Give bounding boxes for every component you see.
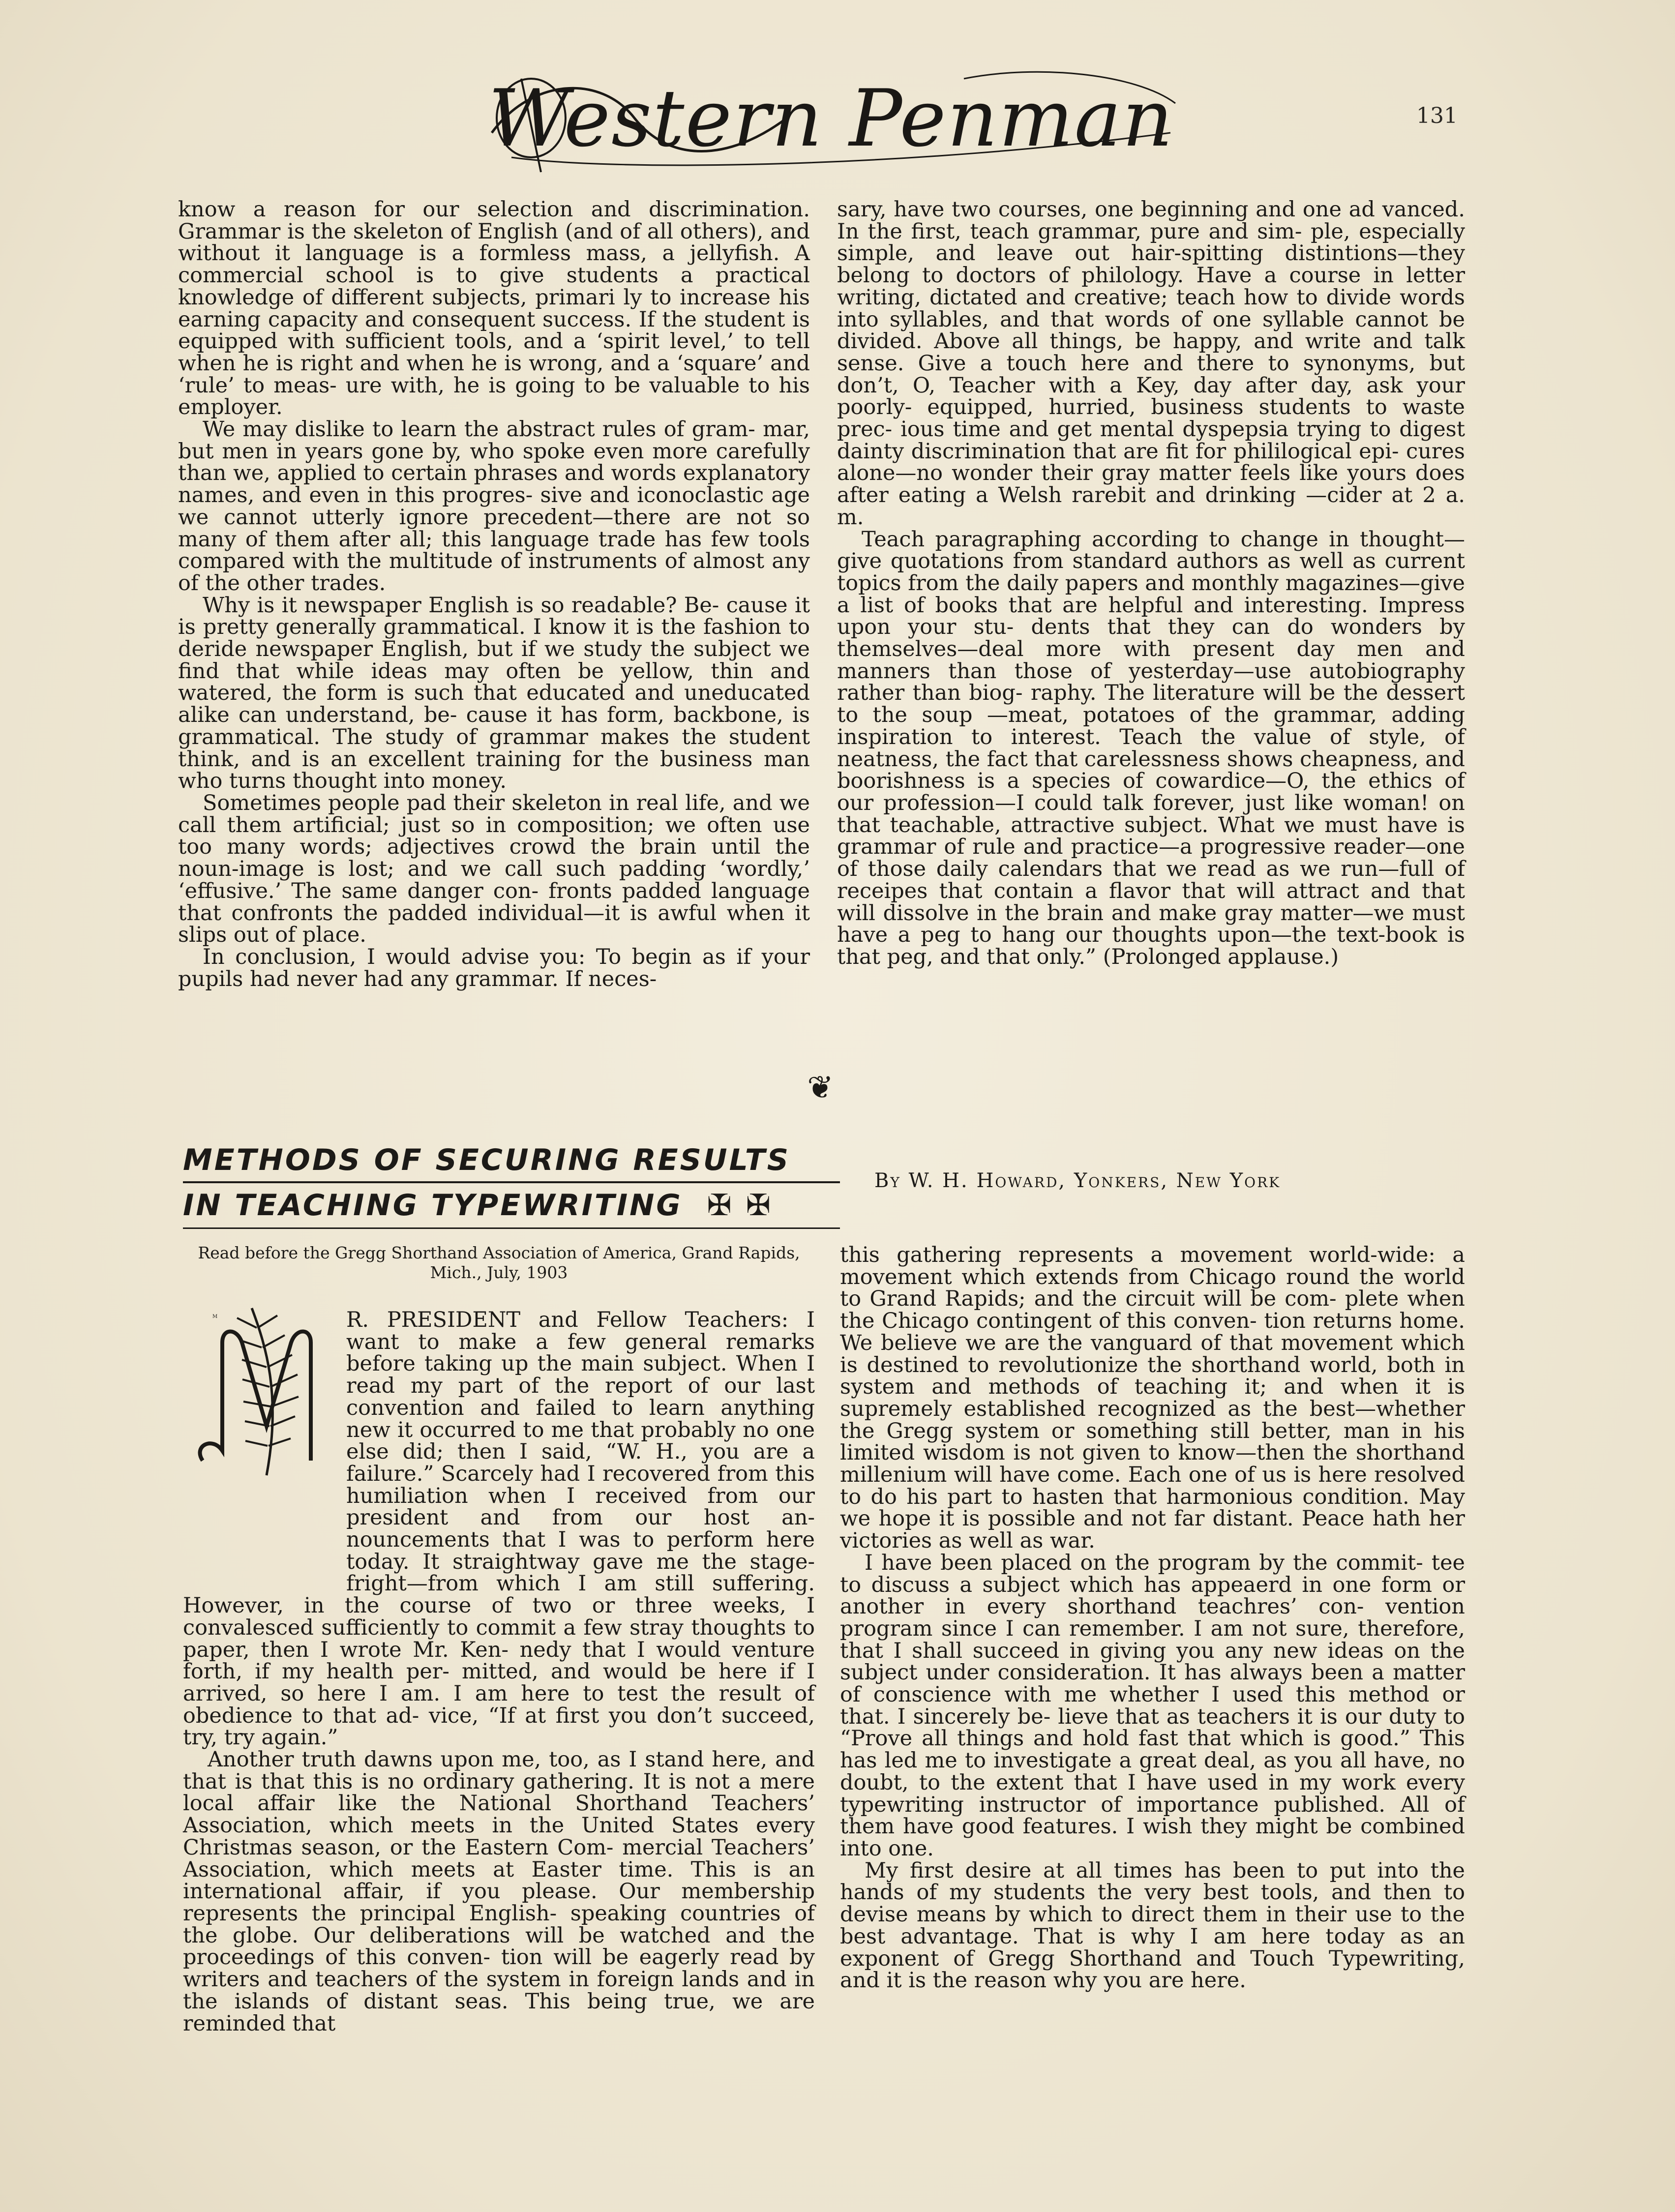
upper-left-column xyxy=(178,199,810,1035)
article-byline: By W. H. Howard, Yonkers, New York xyxy=(874,1169,1281,1192)
paragraph: I have been placed on the program by the commit- tee to discuss a subject which has appeaerd in one form or another in every shorthand teachres’ con- vention program since I can remember. I am not sure, therefore, that I shall succeed in giving you any new ideas on the subject under consideration. It has always been a matter of conscience with me whether I used this method or that. I sincerely be- lieve that as teachers it is our duty to “Prove all things and hold fast that which is good.” This has led me to investigate a great deal, as you all have, no doubt, to the extent that I have used in my work every typewriting instructor of importance published. All of them have good features. I wish they might be combined into one. xyxy=(840,1550,1465,1861)
paragraph: know a reason for our selection and discrimination. Grammar is the skeleton of English (and of all others), and without it language is a formless mass, a jellyfish. A commercial school is to give students a practical knowledge of different subjects, primari ly to increase his earning capacity and consequent success. If the student is equipped with sufficient tools, and a ‘spirit level,’ to tell when he is right and when he is wrong, and a ‘square’ and ‘rule’ to meas- ure with, he is going to be valuable to his employer. xyxy=(178,197,810,420)
masthead xyxy=(472,59,1190,177)
title-line-2-text: IN TEACHING TYPEWRITING xyxy=(183,1188,683,1223)
title-divider xyxy=(183,1181,840,1183)
paragraph: Sometimes people pad their skeleton in real life, and we call them artificial; just so in composition; we often use too many words; adjectives crowd the brain until the noun-image is lost; and we call such padding ‘wordly,’ ‘effusive.’ The same danger con- fronts padded language that confronts the padded individual—it is awful when it slips out of place. xyxy=(178,790,810,948)
paragraph: sary, have two courses, one beginning and one ad vanced. In the first, teach grammar, pure and sim- ple, especially simple, and leave out hair-spitting distintions—they belong to doctors of philology. Have a course in letter writing, dictated and creative; teach how to divide words into syllables, and that words of one syllable cannot be divided. Above all things, be happy, and write and talk sense. Give a touch here and there to synonyms, but don’t, O, Teacher with a Key, day after day, ask your poorly- equipped, hurried, business students to waste prec- ious time and get mental dyspepsia trying to digest dainty discrimination that are fit for phililogical epi- cures alone—no wonder their gray matter feels like yours does after eating a Welsh rarebit and drinking —cider at 2 a. m. xyxy=(837,197,1465,530)
read-before-note: Read before the Gregg Shorthand Association of America, Grand Rapids, Mich., July, 1903 xyxy=(198,1243,800,1282)
article-title xyxy=(183,1141,847,1227)
title-line-2 xyxy=(183,1186,847,1225)
paragraph: Teach paragraphing according to change in thought—give quotations from standard authors as well as current topics from the daily papers and monthly magazines—give a list of books that are helpful and interesting. Impress upon your stu- dents that they can do wonders by themselves—deal more with present day men and manners than those of yesterday—use autobiography rather than biog- raphy. The literature will be the dessert to the soup —meat, potatoes of the grammar, adding inspiration to interest. Teach the value of style, of neatness, the fact that carelessness shows cheapness, and boorishness is a species of cowardice—O, the ethics of our profession—I could talk forever, just like woman! on that teachable, attractive subject. What we must have is grammar of rule and practice—a progressive reader—one of those daily calendars that we read as we run—full of receipes that contain a flavor that will attract and that will dissolve in the brain and make gray matter—we must have a peg to hang our thoughts upon—the text-book is that peg, and that only.” (Prolonged applause.) xyxy=(837,527,1465,969)
paragraph: In conclusion, I would advise you: To begin as if your pupils had never had any grammar. If neces- xyxy=(178,944,810,991)
paragraph: R. PRESIDENT and Fellow Teachers: I want to make a few general remarks before taking up the main subject. When I read my part of the report of our last convention and failed to learn anything new it occurred to me that probably no one else did; then I said, “W. H., you are a failure.” Scarcely had I recovered from this humiliation when I received from our president and from our host an- nouncements that I was to perform here today. It straightway gave me the stage-fright—from which I am still suffering. However, in the course of two or three weeks, I convalesced sufficiently to commit a few stray thoughts to paper, then I wrote Mr. Ken- nedy that I would venture forth, if my health per- mitted, and would be here if I arrived, so here I am. I am here to test the result of obedience to that ad- vice, “If at first you don’t succeed, try, try again.” xyxy=(183,1308,815,1750)
title-marks-icon: ✠ ✠ xyxy=(707,1188,773,1223)
lower-left-column xyxy=(183,1309,815,2096)
drop-cap-letter: M xyxy=(212,1314,218,1319)
page-number: 131 xyxy=(1416,103,1458,128)
leaf-ornament-icon: ❦ xyxy=(807,1070,834,1106)
paragraph: My first desire at all times has been to put into the hands of my students the very best tools, and then to devise means by which to direct them in their use to the best advantage. That is why I am here today as an exponent of Gregg Shorthand and Touch Typewriting, and it is the reason why you are here. xyxy=(840,1858,1465,1993)
lower-right-column xyxy=(840,1244,1465,2120)
paragraph: this gathering represents a movement world-wide: a movement which extends from Chicago round the world to Grand Rapids; and the circuit will be com- plete when the Chicago contingent of this conven- tion returns home. We believe we are the vanguard of that movement which is destined to revolutionize the shorthand world, both in system and methods of teaching it; and when it is supremely established recognized as the best—whether the Gregg system or something still better, man in his limited wisdom is not given to know—then the shorthand millenium will have come. Each one of us is here resolved to do his part to hasten that harmonious condition. May we hope it is possible and not far distant. Peace hath her victories as well as war. xyxy=(840,1243,1465,1554)
title-divider xyxy=(183,1227,840,1229)
upper-right-column xyxy=(837,199,1465,1035)
paragraph: Why is it newspaper English is so readable? Be- cause it is pretty generally grammatical. I know it is the fashion to deride newspaper English, but if we study the subject we find that while ideas may often be yellow, thin and watered, the form is such that educated and uneducated alike can understand, be- cause it has form, backbone, is grammatical. The study of grammar makes the student think, and is an excellent training for the business man who turns thought into money. xyxy=(178,593,810,794)
paragraph: We may dislike to learn the abstract rules of gram- mar, but men in years gone by, who spoke even more carefully than we, applied to certain phrases and words explanatory names, and even in this progres- sive and iconoclastic age we cannot utterly ignore precedent—there are not so many of them after all; this language trade has few tools compared with the multitude of instruments of almost any of the other trades. xyxy=(178,417,810,596)
title-line-1: METHODS OF SECURING RESULTS xyxy=(183,1143,791,1177)
masthead-title: Western Penman xyxy=(488,72,1174,164)
paragraph: Another truth dawns upon me, too, as I stand here, and that is that this is no ordinary gathering. It is not a mere local affair like the National Shorthand Teachers’ Association, which meets in the United States every Christmas season, or the Eastern Com- mercial Teachers’ Association, which meets at Easter time. This is an international affair, if you please. Our membership represents the principal English- speaking countries of the globe. Our deliberations will be watched and the proceedings of this conven- tion will be eagerly read by writers and teachers of the system in foreign lands and in the islands of distant seas. This being true, we are reminded that xyxy=(183,1747,815,2036)
drop-cap-space xyxy=(183,1309,346,1587)
